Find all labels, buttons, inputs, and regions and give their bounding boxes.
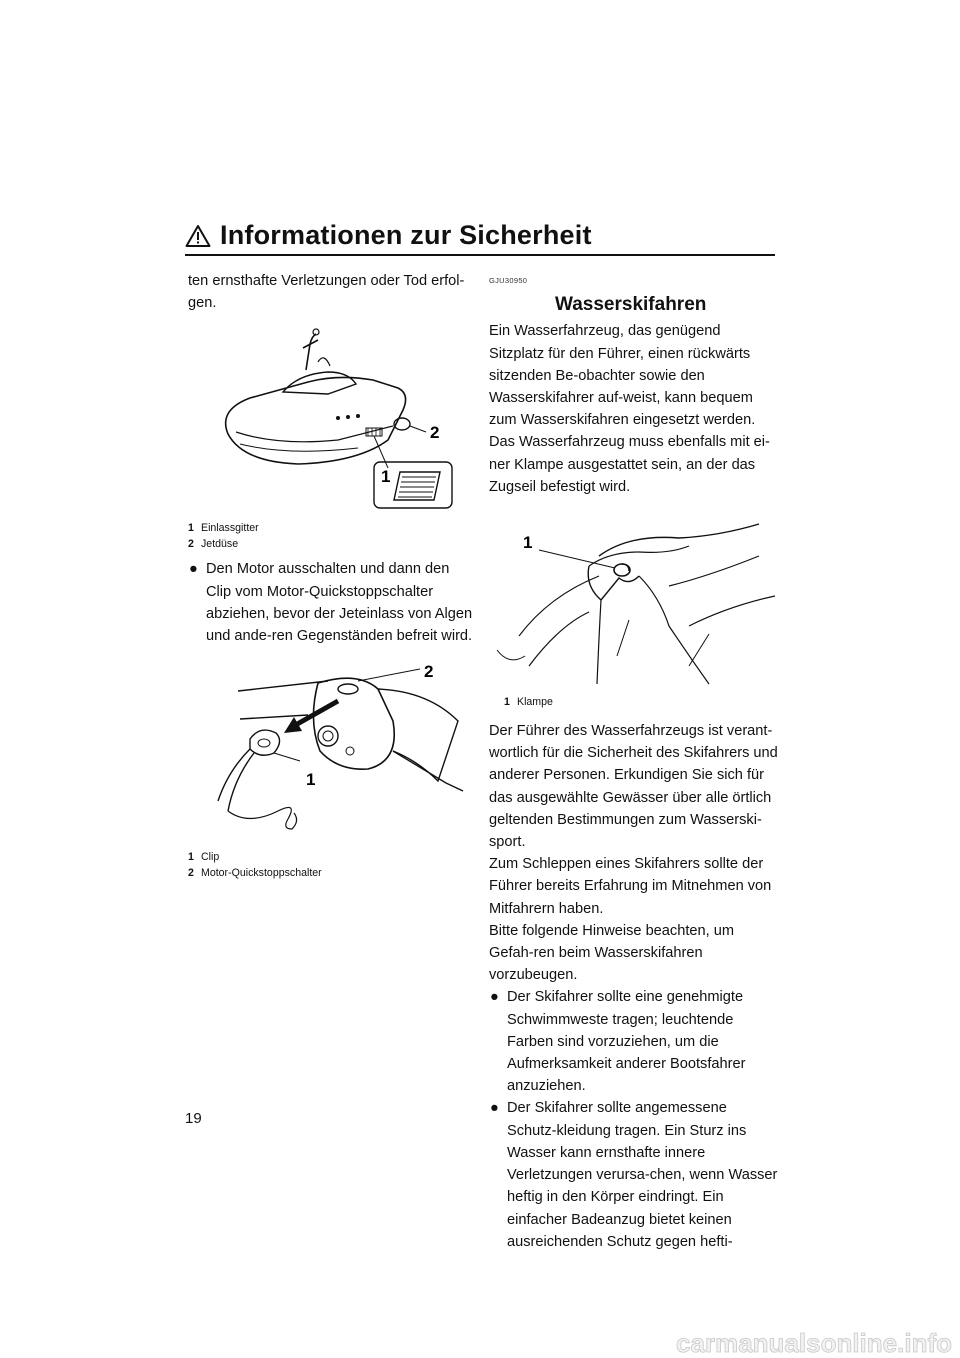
paragraph: Das Wasserfahrzeug muss ebenfalls mit ei-ner Klampe ausgestattet sein, an der das Zugseil befestigt wird. — [489, 434, 770, 495]
caption-item: 2 Motor-Quickstoppschalter — [188, 867, 322, 880]
watermark — [0, 1330, 960, 1358]
figure-tow-hook — [489, 516, 779, 686]
section-title: Wasserskifahren — [555, 294, 707, 316]
fig2-label-2: 2 — [424, 662, 434, 682]
figure-jet-ski-intake — [188, 322, 478, 512]
paragraph: Der Führer des Wasserfahrzeugs ist verant-wortlich für die Sicherheit des Skifahrers und anderer Personen. Erkundigen Sie sich für das ausgewählte Gewässer über alle örtlich geltenden Bestimmungen zum Wasserski-sport. — [489, 723, 778, 851]
fig1-label-2: 2 — [430, 423, 440, 443]
page-number: 19 — [185, 1110, 202, 1127]
fig3-caption — [504, 694, 779, 710]
fig1-caption — [188, 520, 478, 552]
page-title: Informationen zur Sicherheit — [220, 220, 592, 250]
caption-item: 1 Clip — [188, 851, 220, 864]
bullet-item: ● Der Skifahrer sollte eine genehmigte Schwimmweste tragen; leuchtende Farben sind vorzuziehen, um die Aufmerksamkeit anderer Bootsfahrer anzuziehen. — [489, 986, 779, 1097]
caption-item: 2 Jetdüse — [188, 538, 239, 551]
bullet-icon: ● — [189, 561, 198, 578]
watermark-text: carmanualsonline.info — [676, 1330, 952, 1358]
fig2-label-1: 1 — [306, 770, 316, 790]
continuation-text: ten ernsthafte Verletzungen oder Tod erfol-gen. — [188, 273, 465, 312]
doc-code: GJU30950 — [489, 276, 528, 285]
figure-quickstop-clip — [188, 661, 478, 841]
left-column — [188, 270, 478, 881]
paragraph: Bitte folgende Hinweise beachten, um Gefah-ren beim Wasserskifahren vorzubeugen. — [489, 922, 735, 984]
fig3-label-1: 1 — [523, 533, 533, 553]
header-rule — [185, 254, 775, 256]
bullet-item: ● Den Motor ausschalten und dann den Clip vom Motor-Quickstoppschalter abziehen, bevor der Jeteinlass von Algen und ande-ren Gegenständen befreit wird. — [188, 558, 478, 647]
fig2-caption — [188, 849, 478, 881]
bullet-icon: ● — [490, 1100, 499, 1117]
paragraph: Ein Wasserfahrzeug, das genügend Sitzplatz für den Führer, einen rückwärts sitzenden Be-obachter sowie den Wasserskifahrer auf-weist, kann bequem zum Wasserskifahren eingesetzt werden. — [489, 323, 756, 429]
fig1-label-1: 1 — [381, 467, 391, 487]
caption-item: 1 Einlassgitter — [188, 522, 259, 535]
paragraph: Zum Schleppen eines Skifahrers sollte der Führer bereits Erfahrung im Mitnehmen von Mitfahrern haben. — [489, 856, 772, 917]
bullet-item: ● Der Skifahrer sollte angemessene Schutz-kleidung tragen. Ein Sturz ins Wasser kann ernsthafte innere Verletzungen verursa-chen, wenn Wasser heftig in den Körper eindringt. Ein einfacher Badeanzug bietet keinen ausreichenden Schutz gegen hefti- — [489, 1097, 779, 1252]
warning-triangle-icon — [185, 224, 211, 248]
right-column — [489, 270, 779, 1253]
caption-item: 1 Klampe — [504, 696, 553, 709]
bullet-icon: ● — [490, 989, 499, 1006]
page-header — [185, 222, 775, 256]
